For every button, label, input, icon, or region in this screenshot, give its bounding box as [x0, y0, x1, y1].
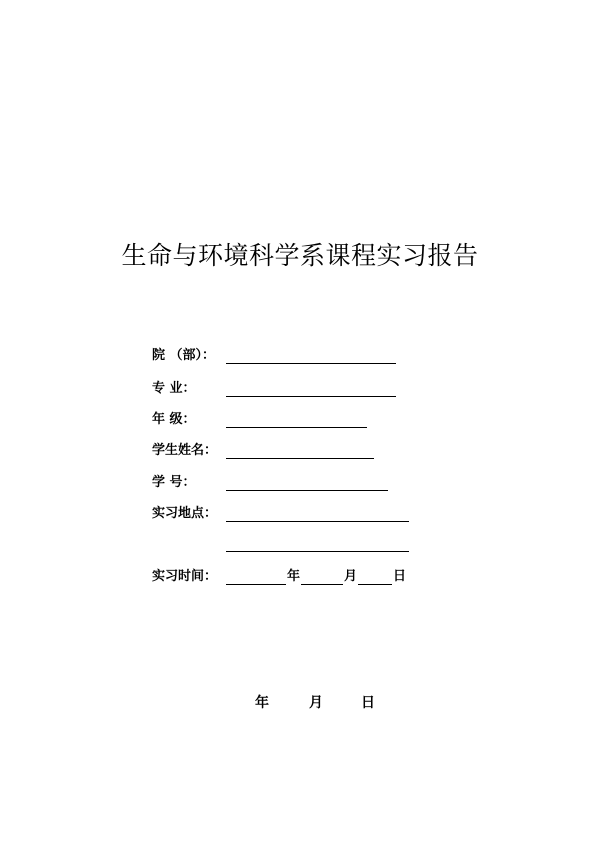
footer-day: 日 [361, 695, 375, 711]
student-name-row [152, 443, 374, 459]
major-row [152, 381, 396, 397]
college-label: 院 （部）： [152, 348, 216, 363]
grade-field-line[interactable] [226, 412, 367, 428]
time-year-field-line[interactable] [226, 569, 286, 585]
student-id-row [152, 475, 388, 491]
time-label: 实习时间： [152, 569, 218, 584]
footer-year: 年 [255, 695, 269, 711]
time-month-unit: 月 [344, 569, 358, 584]
report-title: 生命与环境科学系课程实习报告 [121, 241, 479, 270]
student-name-field-line[interactable] [226, 443, 374, 459]
time-day-field-line[interactable] [358, 569, 392, 585]
location-label: 实习地点： [152, 506, 218, 521]
student-name-label: 学生姓名： [152, 443, 218, 458]
time-year-unit: 年 [287, 569, 301, 584]
grade-label: 年 级： [152, 412, 196, 427]
location-row [152, 506, 409, 522]
student-id-field-line[interactable] [226, 475, 388, 491]
grade-row [152, 412, 367, 428]
location-second-field-line[interactable] [226, 550, 409, 552]
time-month-field-line[interactable] [301, 569, 343, 585]
major-label: 专 业： [152, 381, 196, 396]
footer-month: 月 [309, 695, 323, 711]
student-id-label: 学 号： [152, 475, 196, 490]
time-day-unit: 日 [393, 569, 407, 584]
college-field-line[interactable] [226, 348, 396, 364]
time-row [152, 569, 407, 585]
major-field-line[interactable] [226, 381, 396, 397]
location-field-line[interactable] [226, 506, 409, 522]
college-row [152, 348, 396, 364]
